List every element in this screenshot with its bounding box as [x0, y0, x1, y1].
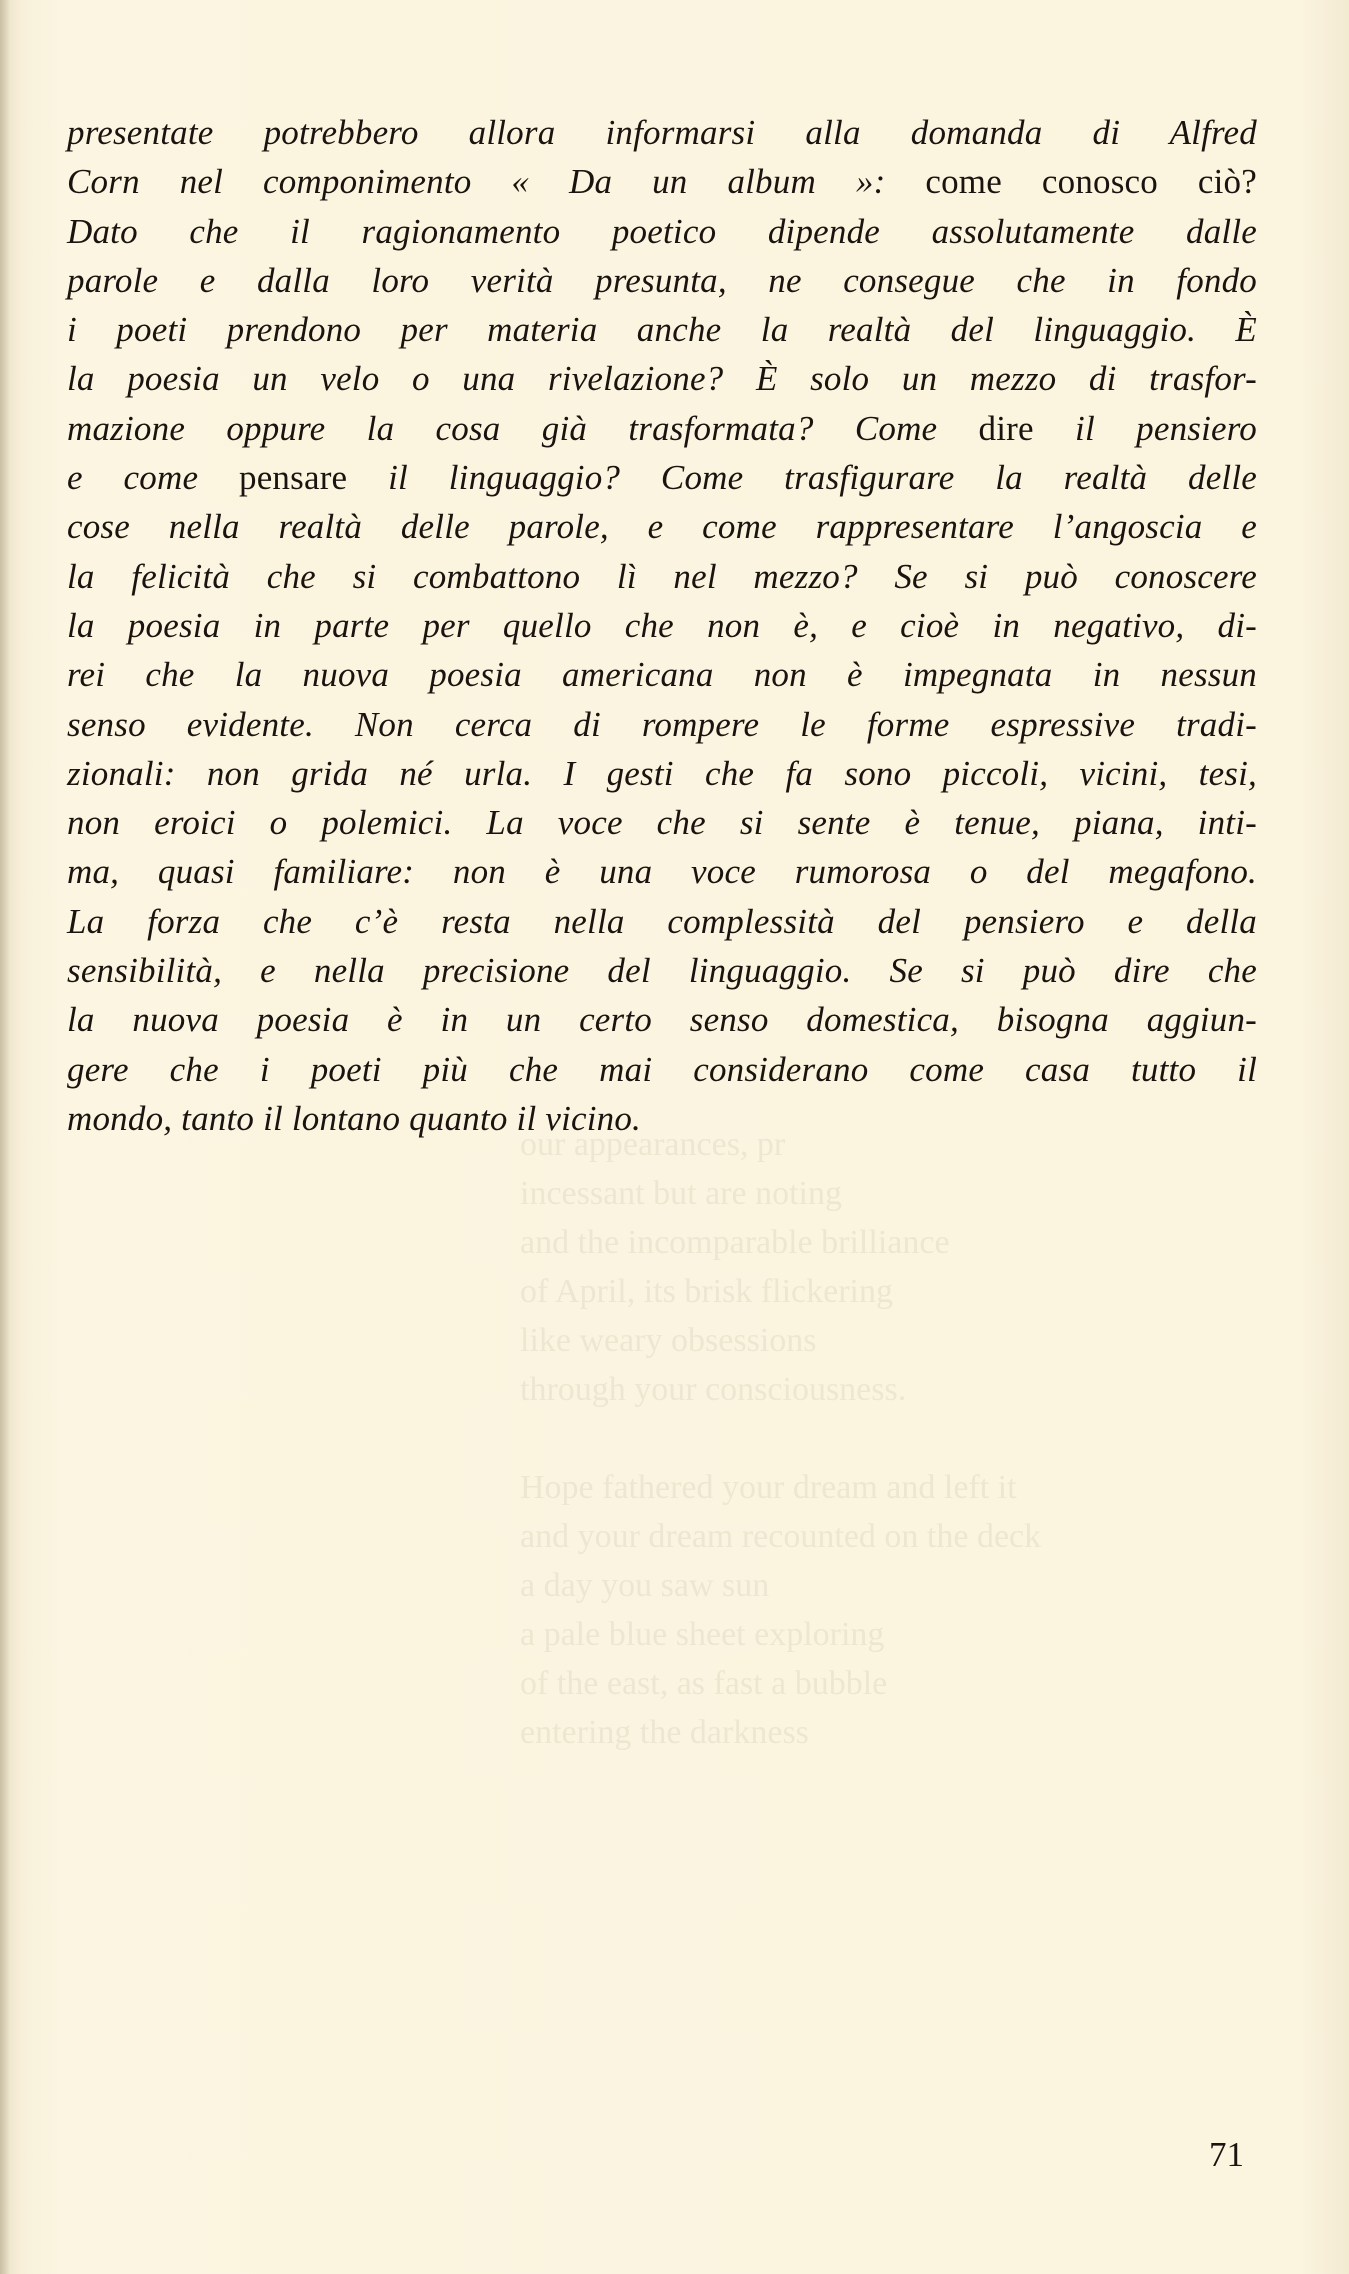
text-line — [67, 354, 1257, 403]
italic-text: Dato che il ragionamento poetico dipende assolutamente dalle — [67, 211, 1257, 251]
italic-text: La forza che c’è resta nella complessità del pensiero e della — [67, 901, 1257, 941]
italic-text: rei che la nuova poesia americana non è impegnata in nessun — [67, 655, 1257, 695]
italic-text: la poesia in parte per quello che non è, e cioè in negativo, di- — [67, 605, 1257, 645]
text-line — [67, 502, 1257, 551]
italic-text: la nuova poesia è in un certo senso domestica, bisogna aggiun- — [67, 1000, 1257, 1040]
page-number: 71 — [1209, 2135, 1244, 2174]
roman-text: pensare — [239, 458, 348, 498]
italic-text: sensibilità, e nella precisione del linguaggio. Se si può dire che — [67, 951, 1257, 991]
text-line — [67, 157, 1257, 206]
text-line — [67, 404, 1257, 453]
text-line — [67, 798, 1257, 847]
roman-text: come conosco ciò? — [925, 162, 1257, 202]
text-line — [67, 700, 1257, 749]
text-line — [67, 1045, 1257, 1094]
italic-text: e come — [67, 458, 239, 498]
text-line — [67, 749, 1257, 798]
text-line — [67, 897, 1257, 946]
show-through-texture: our appearances, pr incessant but are noting and the incomparable brilliance of April, its brisk flickering like weary obsessions through your consciousness. Hope fathered your dream and left it and your dream recounted on the deck a day you saw sun a pale blue sheet exploring of the east, as fast a bubble entering the darkness — [520, 1126, 1042, 1751]
italic-text: i poeti prendono per materia anche la realtà del linguaggio. È — [67, 310, 1257, 350]
text-line — [67, 552, 1257, 601]
italic-text: gere che i poeti più che mai considerano come casa tutto il — [67, 1049, 1257, 1089]
italic-text: presentate potrebbero allora informarsi alla domanda di Alfred — [67, 113, 1257, 152]
italic-text: mazione oppure la cosa già trasformata? Come — [67, 408, 979, 448]
italic-text: la poesia un velo o una rivelazione? È solo un mezzo di trasfor- — [67, 359, 1257, 399]
text-line — [67, 650, 1257, 699]
italic-text: zionali: non grida né urla. I gesti che fa sono piccoli, vicini, tesi, — [67, 753, 1257, 793]
text-line — [67, 256, 1257, 305]
italic-text: non eroici o polemici. La voce che si sente è tenue, piana, inti- — [67, 803, 1257, 843]
text-line — [67, 108, 1257, 157]
italic-text: Corn nel componimento « Da un album »: — [67, 162, 926, 202]
text-line — [67, 305, 1257, 354]
text-line — [67, 946, 1257, 995]
italic-text: ma, quasi familiare: non è una voce rumorosa o del megafono. — [67, 852, 1257, 892]
italic-text: il linguaggio? Come trasfigurare la realtà delle — [347, 458, 1258, 498]
italic-text: parole e dalla loro verità presunta, ne consegue che in fondo — [67, 260, 1257, 300]
italic-text: cose nella realtà delle parole, e come rappresentare l’angoscia e — [67, 507, 1257, 547]
italic-text: mondo, tanto il lontano quanto il vicino. — [67, 1098, 642, 1138]
text-line — [67, 601, 1257, 650]
italic-text: senso evidente. Non cerca di rompere le forme espressive tradi- — [67, 704, 1257, 744]
italic-text: il pensiero — [1033, 408, 1257, 448]
page-binding-edge — [0, 0, 10, 2274]
body-text — [67, 108, 1257, 1143]
roman-text: dire — [978, 408, 1034, 448]
text-line — [67, 453, 1257, 502]
text-line — [67, 1094, 1257, 1143]
italic-text: la felicità che si combattono lì nel mezzo? Se si può conoscere — [67, 556, 1257, 596]
text-line — [67, 995, 1257, 1044]
text-line — [67, 207, 1257, 256]
text-line — [67, 847, 1257, 896]
